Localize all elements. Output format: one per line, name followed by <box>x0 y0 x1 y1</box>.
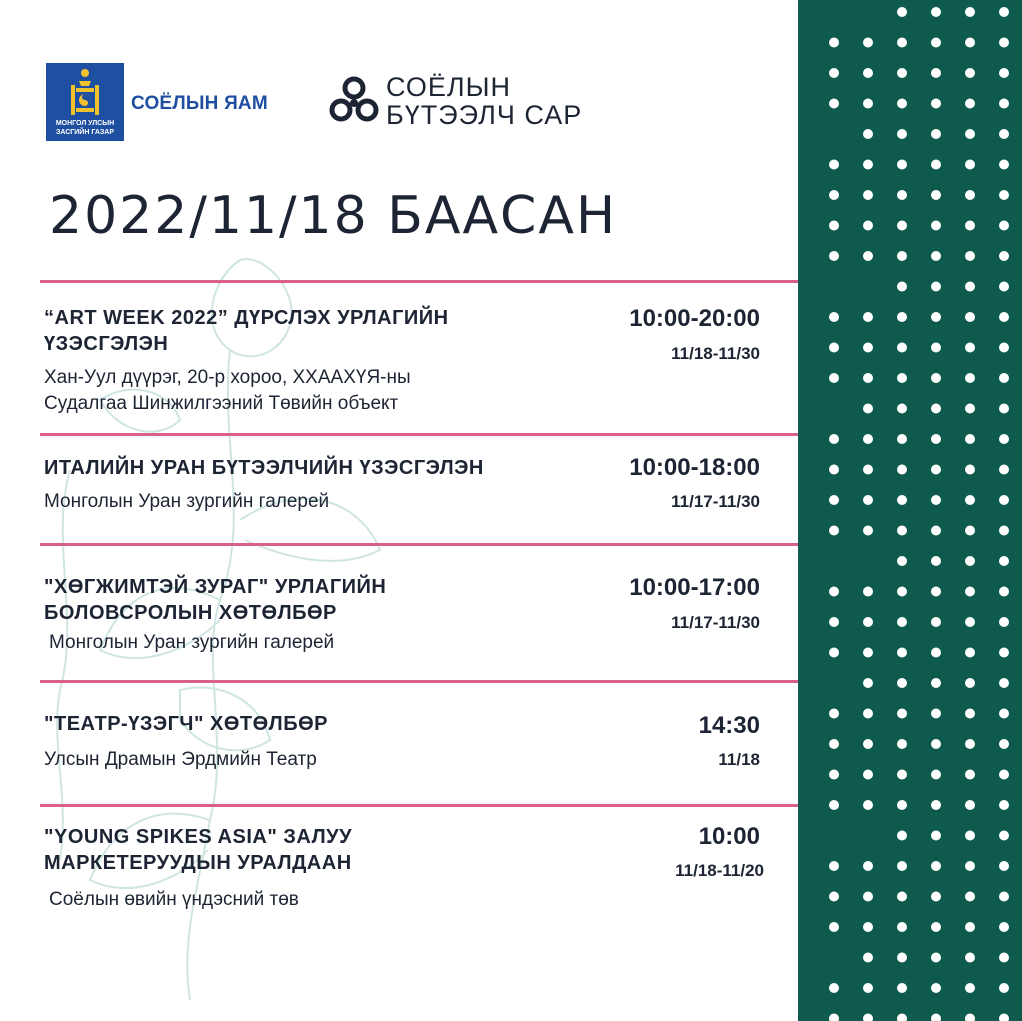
pattern-dot <box>897 373 907 383</box>
pattern-dot <box>931 556 941 566</box>
pattern-dot <box>965 251 975 261</box>
event-title <box>44 711 564 737</box>
pattern-dot <box>999 678 1009 688</box>
event-venue <box>49 630 569 656</box>
pattern-dot <box>931 465 941 475</box>
pattern-dot <box>829 190 839 200</box>
event-dates: 11/17-11/30 <box>671 492 760 511</box>
event-title-line: ҮЗЭСГЭЛЭН <box>44 333 169 355</box>
event-title-line: "ТЕАТР-ҮЗЭГЧ" ХӨТӨЛБӨР <box>44 713 328 735</box>
dot-pattern-panel <box>798 0 1022 1021</box>
pattern-dot <box>829 739 839 749</box>
pattern-dot <box>863 953 873 963</box>
pattern-dot <box>863 221 873 231</box>
pattern-dot <box>897 526 907 536</box>
pattern-dot <box>863 495 873 505</box>
pattern-dot <box>999 129 1009 139</box>
date-title: 2022/11/18 БААСАН <box>49 186 618 246</box>
pattern-dot <box>965 312 975 322</box>
pattern-dot <box>999 251 1009 261</box>
event-venue <box>44 747 564 773</box>
pattern-dot <box>965 953 975 963</box>
pattern-dot <box>999 221 1009 231</box>
pattern-dot <box>965 465 975 475</box>
pattern-dot <box>863 251 873 261</box>
event-venue-line: Судалгаа Шинжилгээний Төвийн объект <box>44 393 399 414</box>
event-dates: 11/18-11/30 <box>671 344 760 363</box>
pattern-dot <box>931 221 941 231</box>
pattern-dot <box>931 770 941 780</box>
pattern-dot <box>897 648 907 658</box>
pattern-dot <box>897 129 907 139</box>
pattern-dot <box>999 99 1009 109</box>
pattern-dot <box>965 983 975 993</box>
pattern-dot <box>863 770 873 780</box>
pattern-dot <box>999 282 1009 292</box>
event-title <box>44 455 564 481</box>
pattern-dot <box>931 343 941 353</box>
pattern-dot <box>863 373 873 383</box>
pattern-dot <box>931 648 941 658</box>
pattern-dot <box>897 709 907 719</box>
pattern-dot <box>863 617 873 627</box>
pattern-dot <box>999 739 1009 749</box>
event-venue <box>44 365 564 417</box>
pattern-dot <box>965 587 975 597</box>
event-venue <box>49 887 569 913</box>
pattern-dot <box>863 892 873 902</box>
event-title-line: "ХӨГЖИМТЭЙ ЗУРАГ" УРЛАГИЙН <box>44 576 387 598</box>
pattern-dot <box>897 221 907 231</box>
pattern-dot <box>897 953 907 963</box>
event-title <box>44 574 564 626</box>
pattern-dot <box>829 892 839 902</box>
pattern-dot <box>999 38 1009 48</box>
pattern-dot <box>863 739 873 749</box>
pattern-dot <box>965 556 975 566</box>
pattern-dot <box>829 99 839 109</box>
pattern-dot <box>863 312 873 322</box>
govt-caption-line-1: МОНГОЛ УЛСЫН <box>55 120 115 127</box>
pattern-dot <box>931 434 941 444</box>
govt-caption-line-2: ЗАСГИЙН ГАЗАР <box>55 129 115 136</box>
pattern-dot <box>965 648 975 658</box>
pattern-dot <box>999 587 1009 597</box>
event-time: 14:30 <box>698 712 760 739</box>
pattern-dot <box>965 1014 975 1021</box>
pattern-dot <box>863 709 873 719</box>
pattern-dot <box>829 465 839 475</box>
pattern-dot <box>897 831 907 841</box>
event-venue-line: Монголын Уран зургийн галерей <box>44 491 330 512</box>
pattern-dot <box>931 526 941 536</box>
pattern-dot <box>931 282 941 292</box>
pattern-dot <box>897 587 907 597</box>
pattern-dot <box>829 38 839 48</box>
event-title-line: МАРКЕТЕРУУДЫН УРАЛДААН <box>44 852 352 874</box>
pattern-dot <box>931 38 941 48</box>
pattern-dot <box>999 312 1009 322</box>
event-dates: 11/18-11/20 <box>675 861 764 880</box>
pattern-dot <box>999 709 1009 719</box>
event-title <box>44 305 564 357</box>
pattern-dot <box>863 129 873 139</box>
pattern-dot <box>931 190 941 200</box>
pattern-dot <box>965 709 975 719</box>
pattern-dot <box>897 739 907 749</box>
pattern-dot <box>829 373 839 383</box>
pattern-dot <box>999 7 1009 17</box>
pattern-dot <box>863 160 873 170</box>
pattern-dot <box>897 68 907 78</box>
pattern-dot <box>931 861 941 871</box>
pattern-dot <box>897 404 907 414</box>
pattern-dot <box>965 861 975 871</box>
pattern-dot <box>829 983 839 993</box>
month-title-line-1: СОЁЛЫН <box>386 72 512 102</box>
separator <box>40 680 798 683</box>
event-time: 10:00-18:00 <box>629 454 760 481</box>
pattern-dot <box>863 190 873 200</box>
pattern-dot <box>999 465 1009 475</box>
pattern-dot <box>965 99 975 109</box>
pattern-dot <box>999 1014 1009 1021</box>
event-venue <box>44 489 564 515</box>
pattern-dot <box>999 68 1009 78</box>
pattern-dot <box>863 983 873 993</box>
pattern-dot <box>931 678 941 688</box>
separator <box>40 543 798 546</box>
pattern-dot <box>863 922 873 932</box>
pattern-dot <box>931 922 941 932</box>
government-logo <box>46 63 124 141</box>
pattern-dot <box>931 251 941 261</box>
pattern-dot <box>897 465 907 475</box>
pattern-dot <box>931 892 941 902</box>
pattern-dot <box>965 282 975 292</box>
pattern-dot <box>931 404 941 414</box>
pattern-dot <box>863 343 873 353</box>
month-title-line-2: БҮТЭЭЛЧ САР <box>386 100 583 130</box>
pattern-dot <box>829 68 839 78</box>
pattern-dot <box>999 526 1009 536</box>
pattern-dot <box>897 892 907 902</box>
pattern-dot <box>863 99 873 109</box>
pattern-dot <box>965 190 975 200</box>
separator <box>40 280 798 283</box>
separator <box>40 804 798 807</box>
pattern-dot <box>965 434 975 444</box>
pattern-dot <box>829 587 839 597</box>
pattern-dot <box>965 892 975 902</box>
event-title-line: “ART WEEK 2022” ДҮРСЛЭХ УРЛАГИЙН <box>44 307 449 329</box>
event-dates: 11/18 <box>718 750 760 769</box>
pattern-dot <box>965 922 975 932</box>
pattern-dot <box>897 7 907 17</box>
pattern-dot <box>999 373 1009 383</box>
pattern-dot <box>931 617 941 627</box>
pattern-dot <box>931 587 941 597</box>
pattern-dot <box>931 68 941 78</box>
pattern-dot <box>999 404 1009 414</box>
pattern-dot <box>829 251 839 261</box>
pattern-dot <box>999 648 1009 658</box>
pattern-dot <box>931 129 941 139</box>
pattern-dot <box>863 1014 873 1021</box>
pattern-dot <box>965 831 975 841</box>
pattern-dot <box>897 495 907 505</box>
pattern-dot <box>999 343 1009 353</box>
pattern-dot <box>931 495 941 505</box>
pattern-dot <box>965 373 975 383</box>
pattern-dot <box>965 739 975 749</box>
pattern-dot <box>897 282 907 292</box>
dot-pattern <box>798 0 1022 1021</box>
pattern-dot <box>829 709 839 719</box>
pattern-dot <box>863 404 873 414</box>
pattern-dot <box>965 68 975 78</box>
pattern-dot <box>931 1014 941 1021</box>
pattern-dot <box>897 617 907 627</box>
pattern-dot <box>999 160 1009 170</box>
pattern-dot <box>829 160 839 170</box>
pattern-dot <box>829 221 839 231</box>
pattern-dot <box>897 99 907 109</box>
event-dates: 11/17-11/30 <box>671 613 760 632</box>
pattern-dot <box>965 678 975 688</box>
pattern-dot <box>999 892 1009 902</box>
pattern-dot <box>863 861 873 871</box>
pattern-dot <box>965 404 975 414</box>
pattern-dot <box>897 160 907 170</box>
pattern-dot <box>931 831 941 841</box>
pattern-dot <box>829 617 839 627</box>
pattern-dot <box>863 465 873 475</box>
pattern-dot <box>897 556 907 566</box>
pattern-dot <box>931 983 941 993</box>
pattern-dot <box>965 770 975 780</box>
event-time: 10:00-20:00 <box>629 305 760 332</box>
pattern-dot <box>999 190 1009 200</box>
pattern-dot <box>897 800 907 810</box>
pattern-dot <box>863 587 873 597</box>
pattern-dot <box>965 495 975 505</box>
pattern-dot <box>829 434 839 444</box>
pattern-dot <box>897 770 907 780</box>
pattern-dot <box>999 770 1009 780</box>
pattern-dot <box>931 99 941 109</box>
event-title-line: ИТАЛИЙН УРАН БҮТЭЭЛЧИЙН ҮЗЭСГЭЛЭН <box>44 457 484 479</box>
pattern-dot <box>829 1014 839 1021</box>
pattern-dot <box>897 922 907 932</box>
pattern-dot <box>999 983 1009 993</box>
pattern-dot <box>999 861 1009 871</box>
pattern-dot <box>965 617 975 627</box>
pattern-dot <box>863 434 873 444</box>
event-venue-line: Монголын Уран зургийн галерей <box>49 632 335 653</box>
pattern-dot <box>897 312 907 322</box>
pattern-dot <box>999 495 1009 505</box>
pattern-dot <box>897 1014 907 1021</box>
pattern-dot <box>863 38 873 48</box>
pattern-dot <box>897 190 907 200</box>
event-title-line: БОЛОВСРОЛЫН ХӨТӨЛБӨР <box>44 602 337 624</box>
pattern-dot <box>999 922 1009 932</box>
pattern-dot <box>897 434 907 444</box>
pattern-dot <box>829 800 839 810</box>
event-venue-line: Хан-Уул дүүрэг, 20-р хороо, ХХААХҮЯ-ны <box>44 367 411 388</box>
event-title <box>44 824 564 876</box>
pattern-dot <box>999 800 1009 810</box>
event-venue-line: Соёлын өвийн үндэсний төв <box>49 889 299 910</box>
pattern-dot <box>897 678 907 688</box>
pattern-dot <box>829 526 839 536</box>
pattern-dot <box>965 221 975 231</box>
pattern-dot <box>863 526 873 536</box>
pattern-dot <box>931 709 941 719</box>
pattern-dot <box>965 129 975 139</box>
pattern-dot <box>965 160 975 170</box>
pattern-dot <box>897 251 907 261</box>
pattern-dot <box>897 861 907 871</box>
pattern-dot <box>897 38 907 48</box>
separator <box>40 433 798 436</box>
month-title <box>386 73 582 129</box>
pattern-dot <box>829 312 839 322</box>
pattern-dot <box>999 556 1009 566</box>
pattern-dot <box>829 648 839 658</box>
pattern-dot <box>829 495 839 505</box>
event-venue-line: Улсын Драмын Эрдмийн Театр <box>44 749 317 770</box>
pattern-dot <box>999 953 1009 963</box>
pattern-dot <box>999 434 1009 444</box>
pattern-dot <box>863 648 873 658</box>
pattern-dot <box>863 800 873 810</box>
pattern-dot <box>829 861 839 871</box>
event-title-line: "YOUNG SPIKES ASIA" ЗАЛУУ <box>44 826 353 848</box>
ministry-name: СОЁЛЫН ЯАМ <box>131 93 268 114</box>
month-knot-logo-icon <box>328 74 380 128</box>
pattern-dot <box>897 343 907 353</box>
pattern-dot <box>999 831 1009 841</box>
pattern-dot <box>965 800 975 810</box>
pattern-dot <box>965 38 975 48</box>
pattern-dot <box>999 617 1009 627</box>
pattern-dot <box>931 800 941 810</box>
pattern-dot <box>965 343 975 353</box>
pattern-dot <box>931 373 941 383</box>
event-time: 10:00 <box>698 823 760 850</box>
pattern-dot <box>931 7 941 17</box>
event-time: 10:00-17:00 <box>629 574 760 601</box>
pattern-dot <box>897 983 907 993</box>
pattern-dot <box>829 922 839 932</box>
pattern-dot <box>931 953 941 963</box>
pattern-dot <box>965 7 975 17</box>
pattern-dot <box>829 770 839 780</box>
pattern-dot <box>829 343 839 353</box>
pattern-dot <box>931 739 941 749</box>
pattern-dot <box>965 526 975 536</box>
pattern-dot <box>931 312 941 322</box>
pattern-dot <box>863 678 873 688</box>
pattern-dot <box>931 160 941 170</box>
pattern-dot <box>863 68 873 78</box>
